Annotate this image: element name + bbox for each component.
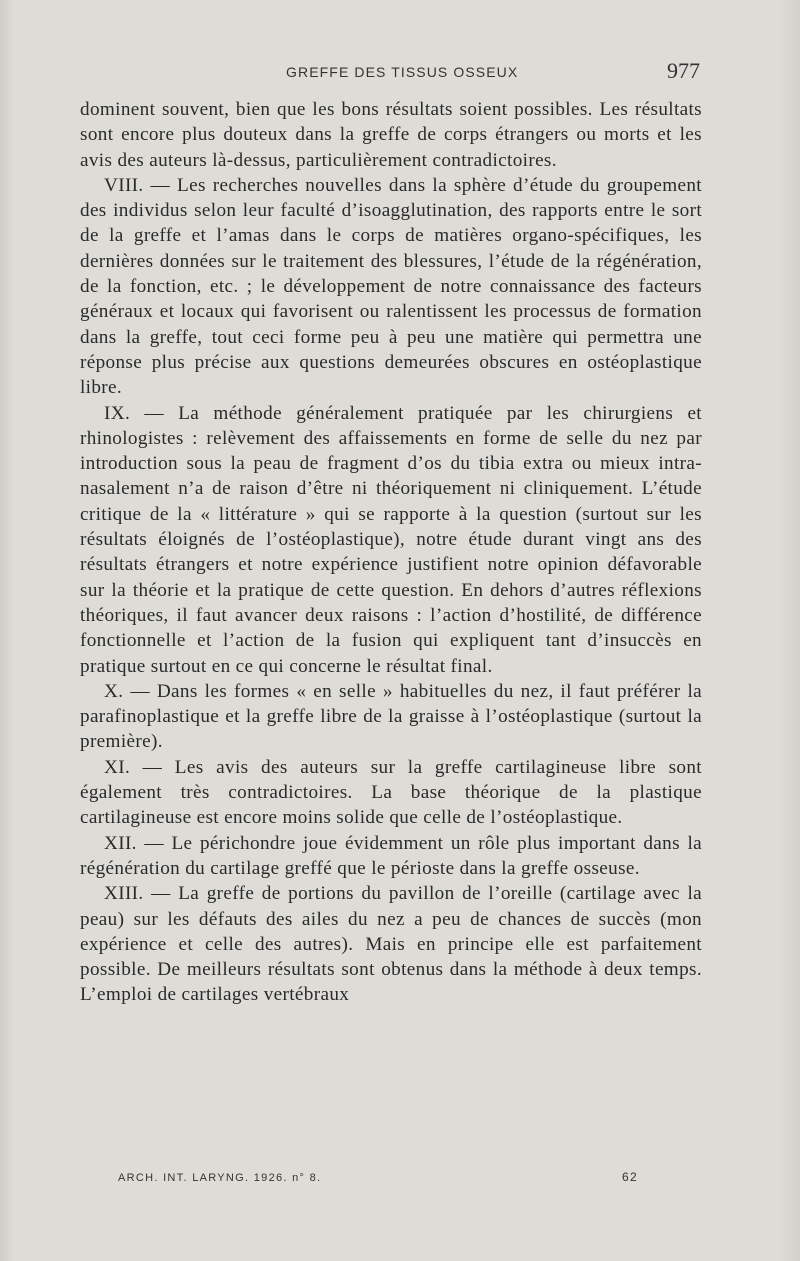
printer-signature: 62 [622,1170,638,1184]
paragraph-viii: VIII. — Les recherches nouvelles dans la sphère d’étude du groupement des individus selon leur faculté d’isoagglutination, des rapports entre le sort de la greffe et l’amas dans le corps de matières organo-spécifiques, les dernières données sur le traitement des blessures, l’étude de la régénération, de la fonction, etc. ; le développement de notre connaissance des facteurs généraux et locaux qui favorisent ou ralentissent les processus de formation dans la greffe, tout ceci forme peu à peu une matière qui permettra une réponse plus précise aux questions demeurées obscures en ostéoplastique libre. [80,174,702,399]
page-header [80,58,702,88]
paragraph-xiii: XIII. — La greffe de portions du pavillon de l’oreille (cartilage avec la peau) sur les défauts des ailes du nez a peu de chances de succès (mon expérience et celle des autres). Mais en principe elle est parfaitement possible. De meilleurs résultats sont obtenus dans la méthode à deux temps. L’emploi de cartilages vertébraux [80,883,702,1006]
paragraph-x: X. — Dans les formes « en selle » habituelles du nez, il faut préférer la parafinoplastique et la greffe libre de la graisse à l’ostéoplastique (surtout la première). [80,680,702,753]
paragraph-continuation: dominent souvent, bien que les bons résultats soient possibles. Les résultats sont encore plus douteux dans la greffe de corps étrangers ou morts et les avis des auteurs là-dessus, particulièrement contradictoires. [80,99,702,171]
page-number: 977 [667,58,700,83]
journal-reference: ARCH. INT. LARYNG. 1926. n° 8. [118,1172,322,1184]
paragraph-xii: XII. — Le périchondre joue évidemment un rôle plus important dans la régénération du cartilage greffé que le périoste dans la greffe osseuse. [80,832,702,879]
running-title: GREFFE DES TISSUS OSSEUX [286,64,519,80]
page-footer [118,1170,638,1190]
paragraph-ix: IX. — La méthode généralement pratiquée par les chirurgiens et rhinologistes : relèvement des affaissements en forme de selle du nez par introduction sous la peau de fragment d’os du tibia extra ou mieux intra-nasalement n’a de raison d’être ni théoriquement ni cliniquement. L’étude critique de la « littérature » qui se rapporte à la question (surtout sur les résultats éloignés de l’ostéoplastique), notre étude durant vingt ans des résultats étrangers et notre expérience justifient notre opinion défavorable sur la théorie et la pratique de cette question. En dehors d’autres réflexions théoriques, il faut avancer deux raisons : l’action d’hostilité, de différence fonctionnelle et l’action de la fusion qui expliquent tant d’insuccès en pratique surtout en ce qui concerne le résultat final. [80,402,702,677]
paragraph-xi: XI. — Les avis des auteurs sur la greffe cartilagineuse libre sont également très contradictoires. La base théorique de la plastique cartilagineuse est encore moins solide que celle de l’ostéoplastique. [80,756,702,829]
body-text [80,97,702,1008]
